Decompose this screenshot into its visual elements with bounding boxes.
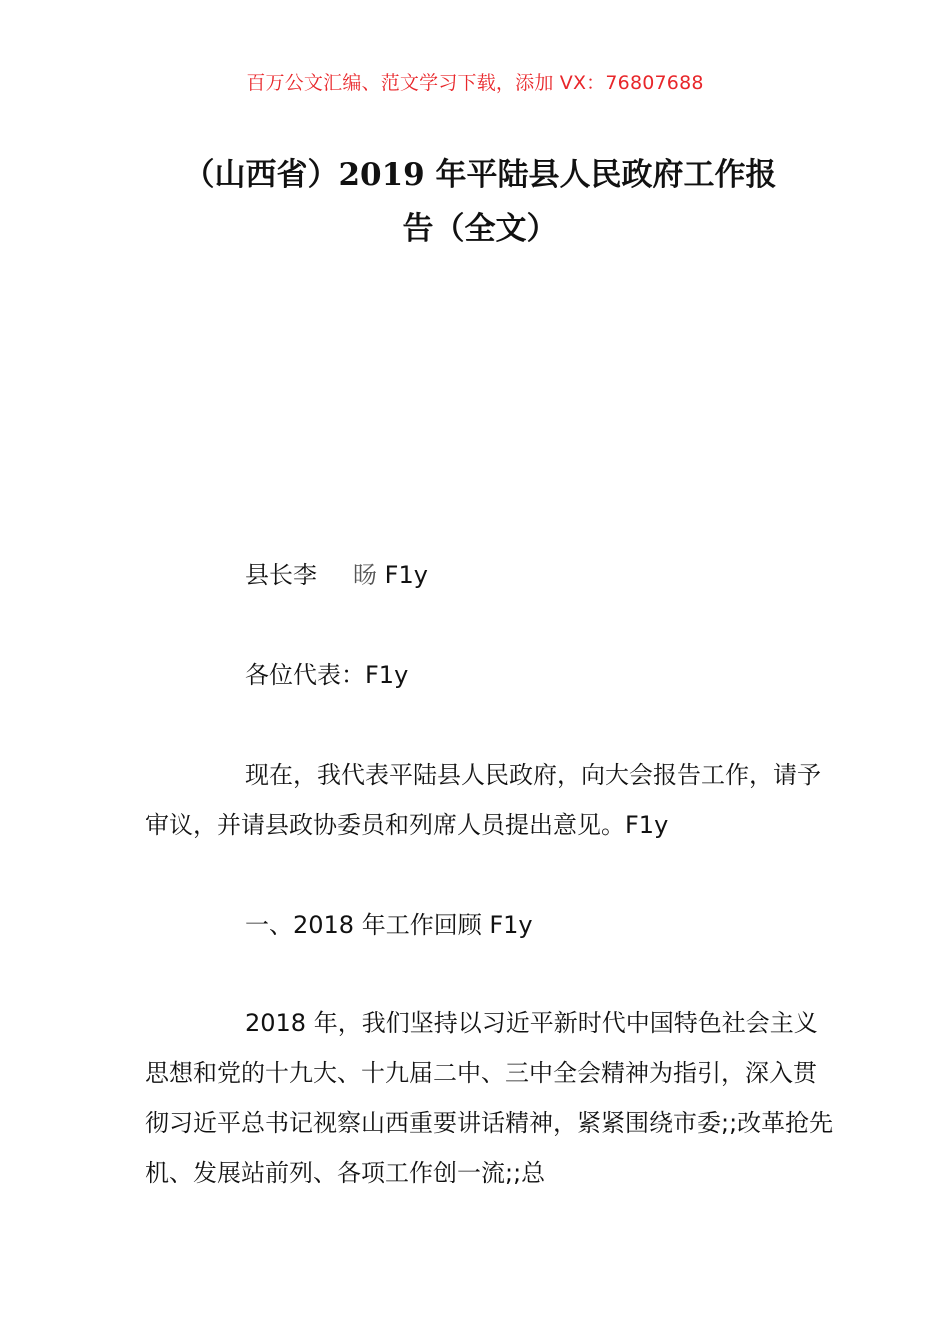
section-heading: 一、2018 年工作回顾 F1y [245, 911, 533, 939]
mayor-name: 旸 [353, 561, 377, 589]
title-province: （山西省） [183, 157, 339, 193]
watermark-header: 百万公文汇编、范文学习下载，添加 VX：76807688 [246, 72, 704, 94]
title-main: 年平陆县人民政府工作报 [435, 157, 777, 193]
title-line-1 [140, 148, 820, 202]
salutation: 各位代表：F1y [245, 661, 409, 689]
review-paragraph: 2018 年，我们坚持以习近平新时代中国特色社会主义思想和党的十九大、十九届二中、三中全会精神为指引，深入贯彻习近平总书记视察山西重要讲话精神，紧紧围绕市委;;改革抢先机、发展站前列、各项工作创一流;;总 [145, 1009, 834, 1187]
mayor-line [145, 550, 835, 600]
title-year: 2019 [338, 157, 425, 193]
document-title [140, 148, 820, 256]
mayor-label: 县长李 [245, 561, 317, 589]
title-line-2: 告（全文） [402, 211, 558, 247]
intro-paragraph: 现在，我代表平陆县人民政府，向大会报告工作，请予审议，并请县政协委员和列席人员提出意见。F1y [145, 761, 821, 839]
mayor-marker: F1y [384, 561, 428, 589]
